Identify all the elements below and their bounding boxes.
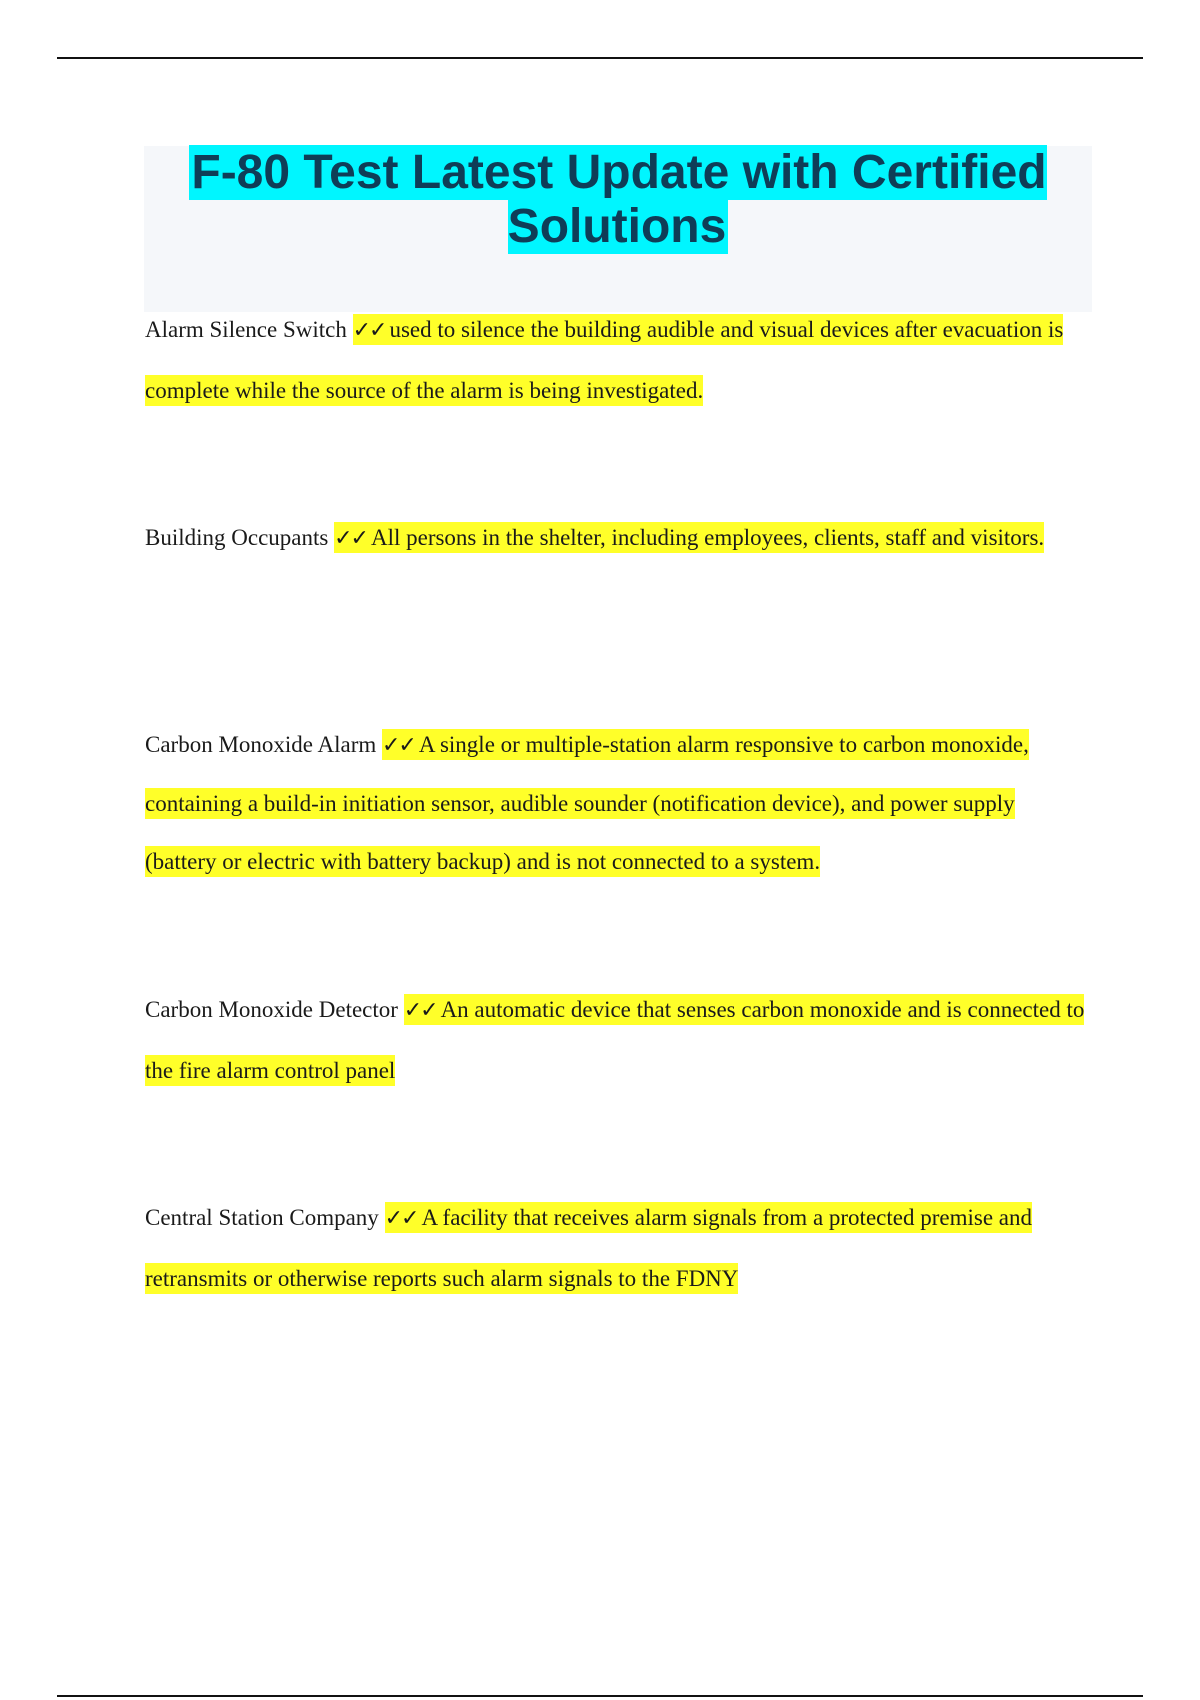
- glossary-entry: [145, 300, 1085, 421]
- entry-definition-text: used to silence the building audible and visual devices after evacuation is complete while the source of the alarm is being investigated.: [145, 317, 1064, 403]
- page-title-text: F-80 Test Latest Update with Certified Solutions: [191, 146, 1047, 253]
- entry-term: Building Occupants: [145, 525, 329, 550]
- double-check-icon: ✓✓: [352, 318, 386, 343]
- page-title: [144, 146, 1092, 254]
- glossary-entry: [145, 716, 1085, 891]
- footer-rule: [57, 1695, 1143, 1697]
- header-rule: [57, 57, 1143, 59]
- double-check-icon: ✓✓: [403, 998, 437, 1023]
- title-banner: [144, 146, 1092, 312]
- glossary-entry: [145, 1188, 1085, 1309]
- entry-definition-text: All persons in the shelter, including employees, clients, staff and visitors.: [370, 525, 1045, 550]
- entry-term: Carbon Monoxide Detector: [145, 997, 398, 1022]
- entry-term: Carbon Monoxide Alarm: [145, 732, 377, 757]
- double-check-icon: ✓✓: [382, 733, 415, 758]
- entry-definition-text: A single or multiple-station alarm responsive to carbon monoxide, containing a build-in initiation sensor, audible sounder (notification device), and power supply (battery or electric with battery backup) and is not connected to a system.: [145, 732, 1029, 874]
- glossary-entry: [145, 980, 1085, 1101]
- entry-definition-text: An automatic device that senses carbon monoxide and is connected to the fire alarm control panel: [145, 997, 1085, 1083]
- entry-definition: [334, 522, 1044, 553]
- double-check-icon: ✓✓: [334, 526, 367, 551]
- entry-term: Alarm Silence Switch: [145, 317, 347, 342]
- entry-definition-text: A facility that receives alarm signals from a protected premise and retransmits or otherwise reports such alarm signals to the FDNY: [145, 1205, 1032, 1291]
- double-check-icon: ✓✓: [384, 1206, 418, 1231]
- glossary-entry: [145, 508, 1085, 569]
- entry-term: Central Station Company: [145, 1205, 379, 1230]
